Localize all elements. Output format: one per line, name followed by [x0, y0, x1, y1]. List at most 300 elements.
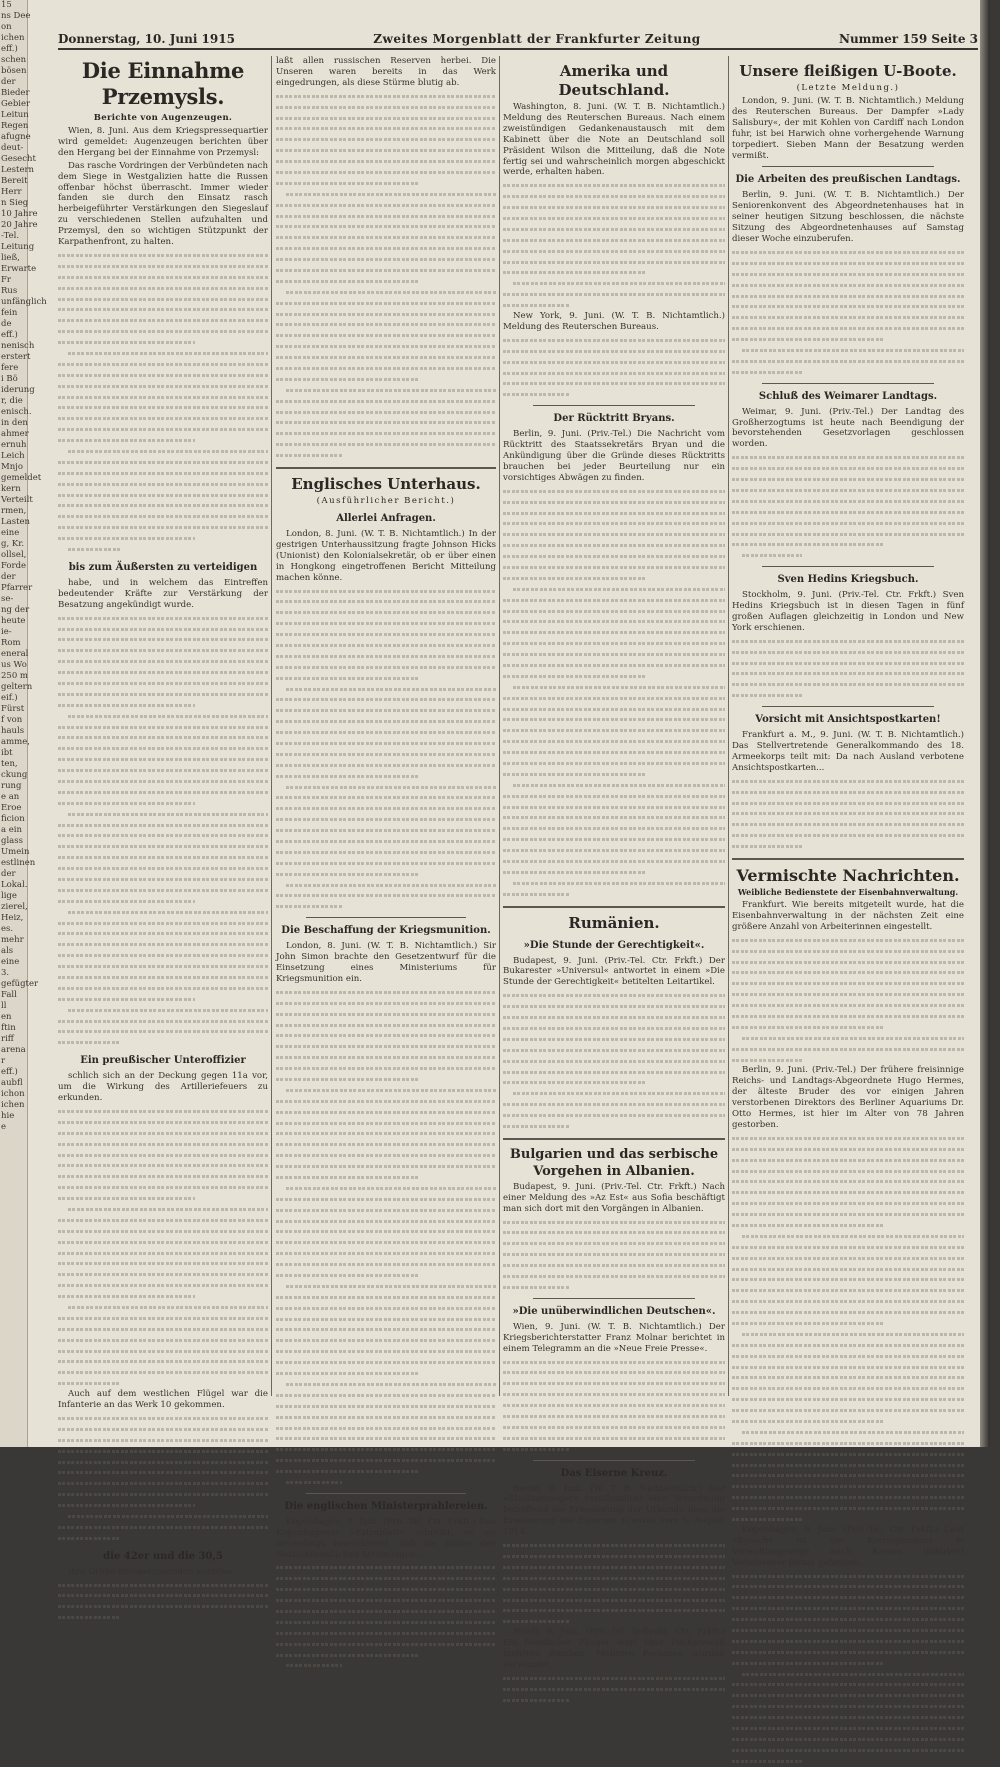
text-line	[503, 335, 725, 346]
text-line	[503, 1584, 725, 1595]
article-paragraph: Frankfurt. Wie bereits mitgeteilt wurde, hat die Eisenbahnverwaltung in der nächsten Zeit eine größere Anzahl von Arbeiterinnen eingestellt.	[732, 900, 964, 932]
text-line	[58, 939, 268, 950]
article-divider	[533, 405, 695, 406]
text-line	[58, 1522, 268, 1533]
text-line	[732, 485, 964, 496]
edge-text-fragment: Eroe	[1, 803, 22, 813]
text-line	[58, 1128, 268, 1139]
text-line	[276, 749, 496, 760]
edge-text-fragment: Gebier	[1, 99, 31, 109]
edge-text-fragment: gemeldet	[1, 473, 42, 483]
text-block	[276, 586, 496, 913]
edge-text-fragment: Mnjo	[1, 462, 23, 472]
text-line	[276, 1455, 496, 1466]
text-line	[503, 693, 725, 704]
text-line	[58, 392, 268, 403]
text-line	[732, 1340, 964, 1351]
edge-text-fragment: ckung	[1, 770, 28, 780]
text-line	[58, 522, 268, 533]
text-line	[503, 682, 725, 693]
text-line	[276, 1466, 496, 1477]
text-line	[732, 1581, 964, 1592]
edge-text-fragment: ns Dee	[1, 11, 31, 21]
edge-text-fragment: Pfarrer	[1, 583, 33, 593]
text-line	[58, 918, 268, 929]
text-line	[58, 983, 268, 994]
text-line	[732, 1723, 964, 1734]
edge-text-fragment: eff.)	[1, 330, 18, 340]
text-line	[276, 1107, 496, 1118]
text-line	[276, 640, 496, 651]
text-line	[276, 1357, 496, 1368]
text-line	[276, 265, 496, 276]
text-line	[732, 1603, 964, 1614]
text-line	[732, 1756, 964, 1767]
section-heading: Sven Hedins Kriegsbuch.	[777, 574, 919, 586]
text-line	[503, 725, 725, 736]
text-line	[58, 950, 268, 961]
text-line	[276, 1401, 496, 1412]
edge-text-fragment: Leich	[1, 451, 25, 461]
text-line	[276, 901, 496, 912]
text-line	[503, 551, 725, 562]
text-line	[58, 874, 268, 885]
text-line	[503, 1595, 725, 1606]
text-line	[732, 819, 964, 830]
text-line	[732, 1449, 964, 1460]
text-line	[276, 439, 496, 450]
text-line	[58, 1171, 268, 1182]
edge-text-fragment: Fürst	[1, 704, 25, 714]
headline-unterhaus: Englisches Unterhaus.	[291, 475, 481, 493]
text-block	[732, 1571, 964, 1767]
text-line	[276, 1096, 496, 1107]
text-line	[503, 486, 725, 497]
text-line	[732, 1745, 964, 1756]
text-line	[503, 235, 725, 246]
text-line	[276, 1172, 496, 1183]
text-line	[276, 586, 496, 597]
text-line	[58, 1612, 268, 1623]
text-line	[58, 667, 268, 678]
text-line	[58, 1248, 268, 1259]
text-line	[58, 337, 268, 348]
article-paragraph: Auch auf dem westlichen Flügel war die Infanterie an das Werk 10 gekommen.	[58, 1389, 268, 1411]
edge-text-fragment: Rom	[1, 638, 21, 648]
text-block	[58, 613, 268, 1049]
text-line	[503, 1422, 725, 1433]
text-line	[58, 613, 268, 624]
text-line	[58, 961, 268, 972]
text-line	[732, 1383, 964, 1394]
text-line	[732, 529, 964, 540]
text-line	[58, 544, 268, 555]
text-block	[732, 452, 964, 561]
text-line	[503, 191, 725, 202]
text-line	[276, 1052, 496, 1063]
text-line	[732, 301, 964, 312]
edge-text-fragment: unfänglich	[1, 297, 47, 307]
edge-text-fragment: rung	[1, 781, 22, 791]
headline-przemysl: Die Einnahme Przemysls.	[81, 58, 245, 109]
text-line	[732, 496, 964, 507]
article-paragraph: Budapest, 9. Juni. (Priv.-Tel. Ctr. Frkft.) Nach einer Meldung des »Az Est« aus Sofia beschäftigt man sich dort mit den Vorgängen in Albanien.	[503, 1181, 725, 1214]
column-rule	[728, 56, 729, 1396]
text-line	[276, 1150, 496, 1161]
text-line	[276, 1423, 496, 1434]
text-line	[58, 830, 268, 841]
text-line	[732, 507, 964, 518]
article-paragraph: Frankfurt a. M., 9. Juni. (W. T. B. Nichtamtlich.) Das Stellvertretende Generalkommando des 18. Armeekorps teilt mit: Da nach Ausland verbotene Ansichtspostkarten...	[732, 730, 964, 773]
text-line	[58, 1005, 268, 1016]
text-line	[58, 787, 268, 798]
section-heading: Allerlei Anfragen.	[336, 513, 436, 524]
text-block	[503, 1217, 725, 1293]
text-line	[58, 402, 268, 413]
edge-text-fragment: f von	[1, 715, 23, 725]
text-line	[58, 348, 268, 359]
edge-text-fragment: estlinen	[1, 858, 36, 868]
text-line	[503, 1099, 725, 1110]
text-line	[732, 1470, 964, 1481]
text-line	[58, 490, 268, 501]
text-block	[732, 247, 964, 378]
text-line	[503, 1357, 725, 1368]
text-line	[58, 250, 268, 261]
text-line	[276, 673, 496, 684]
text-line	[732, 258, 964, 269]
text-line	[276, 1194, 496, 1205]
text-line	[732, 463, 964, 474]
text-line	[58, 1590, 268, 1601]
text-line	[732, 776, 964, 787]
headline-bulgarien: Bulgarien und das serbische Vorgehen in Albanien.	[509, 1146, 719, 1179]
edge-text-fragment: de	[1, 319, 12, 329]
text-line	[503, 1110, 725, 1121]
text-line	[58, 1478, 268, 1489]
article-paragraph: Stockholm, 9. Juni. (Priv.-Tel. Ctr. Frkft.) Sven Hedins Kriegsbuch ist in diesen Tagen in fünf großen Auflagen gleichzeitig in London und New York erschienen.	[732, 590, 964, 633]
text-line	[503, 780, 725, 791]
text-line	[58, 732, 268, 743]
text-line	[503, 1034, 725, 1045]
text-line	[503, 289, 725, 300]
text-block	[503, 1673, 725, 1706]
text-line	[276, 1074, 496, 1085]
text-line	[732, 1220, 964, 1231]
text-line	[276, 836, 496, 847]
edge-text-fragment: Gesecht	[1, 154, 36, 164]
text-line	[58, 798, 268, 809]
text-line	[276, 1128, 496, 1139]
text-line	[276, 243, 496, 254]
text-block	[503, 335, 725, 400]
edge-text-fragment: afugne	[1, 132, 31, 142]
text-line	[732, 946, 964, 957]
headline-vermischte: Vermischte Nachrichten.	[736, 866, 960, 886]
text-line	[58, 424, 268, 435]
text-line	[503, 704, 725, 715]
text-line	[58, 1335, 268, 1346]
text-line	[58, 852, 268, 863]
text-line	[732, 452, 964, 463]
text-line	[503, 278, 725, 289]
article-paragraph: Weimar, 9. Juni. (Priv.-Tel.) Der Landtag des Großherzogtums ist heute nach Beendigung der bevorstehenden Gesetzvorlagen geschlossen worden.	[732, 406, 964, 450]
article-paragraph: ihre Grüße hinüberzusenden konnten.	[68, 1566, 235, 1577]
text-line	[276, 792, 496, 803]
text-line	[58, 326, 268, 337]
text-line	[276, 694, 496, 705]
edge-text-fragment: r, die	[1, 396, 23, 406]
text-line	[58, 468, 268, 479]
edge-text-fragment: Rus	[1, 286, 18, 296]
edge-text-fragment: Verteilt	[1, 495, 33, 505]
text-line	[732, 518, 964, 529]
edge-text-fragment: r	[1, 1056, 6, 1066]
text-line	[732, 1209, 964, 1220]
edge-text-fragment: hie	[1, 1111, 15, 1121]
text-line	[276, 200, 496, 211]
text-line	[276, 417, 496, 428]
text-block	[732, 935, 964, 1066]
text-line	[276, 1368, 496, 1379]
text-line	[732, 1636, 964, 1647]
text-line	[276, 1259, 496, 1270]
edge-text-fragment: der	[1, 572, 16, 582]
text-line	[276, 309, 496, 320]
text-line	[503, 378, 725, 389]
text-line	[276, 1606, 496, 1617]
edge-text-fragment: -Tel.	[1, 231, 20, 241]
text-line	[276, 869, 496, 880]
edge-text-fragment: geltern	[1, 682, 33, 692]
text-line	[732, 935, 964, 946]
text-line	[732, 636, 964, 647]
edge-text-fragment: amme,	[1, 737, 30, 747]
edge-text-fragment: fein	[1, 308, 18, 318]
text-line	[276, 1562, 496, 1573]
text-line	[732, 1033, 964, 1044]
text-line	[503, 1695, 725, 1706]
text-line	[503, 1684, 725, 1695]
text-line	[732, 1264, 964, 1275]
text-block	[503, 990, 725, 1132]
text-line	[503, 1562, 725, 1573]
text-line	[732, 291, 964, 302]
edge-text-fragment: e an	[1, 792, 20, 802]
text-line	[276, 716, 496, 727]
text-line	[732, 1231, 964, 1242]
text-line	[58, 446, 268, 457]
edge-text-fragment: enisch.	[1, 407, 32, 417]
text-line	[276, 102, 496, 113]
article-paragraph: New York, 9. Juni. (W. T. B. Nichtamtlich.) Meldung des Reuterschen Bureaus.	[503, 311, 725, 332]
edge-text-fragment: ernuh	[1, 440, 27, 450]
text-line	[58, 479, 268, 490]
text-line	[503, 606, 725, 617]
article-paragraph: London, 8. Juni. (W. T. B. Nichtamtlich.) Sir John Simon brachte den Gesetzentwurf für die Einsetzung eines Ministeriums für Kriegsmunition ein.	[276, 941, 496, 984]
text-line	[58, 885, 268, 896]
text-line	[732, 1679, 964, 1690]
edge-text-fragment: Bereit	[1, 176, 28, 186]
edge-text-fragment: ie-	[1, 627, 12, 637]
text-line	[276, 1041, 496, 1052]
edge-text-fragment: aubfl	[1, 1078, 23, 1088]
text-line	[276, 618, 496, 629]
text-line	[276, 189, 496, 200]
text-line	[276, 211, 496, 222]
edge-text-fragment: eif.)	[1, 693, 18, 703]
text-line	[503, 1260, 725, 1271]
text-line	[276, 596, 496, 607]
text-line	[58, 1204, 268, 1215]
edge-text-fragment: ließ,	[1, 253, 20, 263]
text-block	[503, 486, 725, 900]
text-line	[58, 1237, 268, 1248]
text-line	[276, 1412, 496, 1423]
text-line	[732, 1351, 964, 1362]
text-line	[732, 787, 964, 798]
text-line	[503, 878, 725, 889]
text-line	[58, 315, 268, 326]
text-block	[276, 987, 496, 1488]
article-paragraph: Kopenhagen, 9. Juni. (Priv.-Tel. Ctr. Frkft.) Das Kopenhagener »Extrablatt« schreibt, es sei neuerdings bezeichnend, daß die hinter den deutschfeindlichen Strömungen...	[276, 1516, 496, 1560]
text-line	[732, 312, 964, 323]
text-line	[503, 1389, 725, 1400]
text-line	[503, 1121, 725, 1132]
text-line	[276, 1118, 496, 1129]
text-line	[276, 987, 496, 998]
text-line	[503, 889, 725, 900]
edge-text-fragment: in den	[1, 418, 28, 428]
article-divider	[762, 383, 934, 384]
text-line	[276, 738, 496, 749]
text-line	[276, 352, 496, 363]
edge-text-fragment: deut-	[1, 143, 24, 153]
edge-text-fragment: hauls	[1, 726, 25, 736]
text-line	[276, 782, 496, 793]
text-line	[732, 1329, 964, 1340]
text-line	[503, 224, 725, 235]
text-line	[503, 300, 725, 311]
text-line	[58, 1313, 268, 1324]
text-line	[503, 1433, 725, 1444]
text-line	[276, 803, 496, 814]
text-line	[58, 1580, 268, 1591]
text-line	[276, 760, 496, 771]
edge-text-fragment: a ein	[1, 825, 22, 835]
text-line	[732, 1571, 964, 1582]
text-line	[58, 500, 268, 511]
text-line	[276, 662, 496, 673]
text-line	[58, 1467, 268, 1478]
text-line	[58, 1435, 268, 1446]
text-line	[276, 1595, 496, 1606]
edge-text-fragment: es.	[1, 924, 14, 934]
text-line	[732, 1307, 964, 1318]
text-line	[732, 1647, 964, 1658]
text-line	[503, 1077, 725, 1088]
text-line	[503, 1249, 725, 1260]
text-line	[732, 1000, 964, 1011]
text-line	[58, 820, 268, 831]
text-line	[732, 1253, 964, 1264]
edge-text-fragment: us Wo	[1, 660, 27, 670]
text-line	[503, 1088, 725, 1099]
text-line	[276, 1063, 496, 1074]
text-line	[276, 396, 496, 407]
section-heading: Das Eiserne Kreuz.	[560, 1467, 668, 1479]
column-rule	[499, 56, 500, 1396]
text-line	[276, 858, 496, 869]
text-line	[276, 1226, 496, 1237]
text-line	[503, 1411, 725, 1422]
edge-text-fragment: en	[1, 1012, 12, 1022]
section-heading: Die Beschaffung der Kriegsmunition.	[281, 925, 491, 937]
text-line	[732, 1166, 964, 1177]
text-line	[276, 1303, 496, 1314]
article-note: (Letzte Meldung.)	[796, 83, 900, 93]
text-line	[276, 1324, 496, 1335]
text-line	[58, 1446, 268, 1457]
text-line	[58, 1378, 268, 1389]
text-line	[503, 595, 725, 606]
article-paragraph: Berlin, 9. Juni. (Priv.-Tel.) Der frühere freisinnige Reichs- und Landtags-Abgeordnete Hugo Hermes, der älteste Bruder des vor einigen Jahren verstorbenen Direktors des Berliner Aquariums Dr. Otto Hermes, ist hier im Alter von 78 Jahren gestorben.	[732, 1065, 964, 1130]
text-line	[732, 1055, 964, 1066]
edge-text-fragment: 15	[1, 0, 12, 10]
text-line	[732, 323, 964, 334]
section-heading: »Die Stunde der Gerechtigkeit«.	[523, 939, 705, 951]
article-divider	[503, 906, 725, 908]
text-line	[732, 1242, 964, 1253]
edge-text-fragment: se-	[1, 594, 14, 604]
text-line	[276, 330, 496, 341]
text-line	[276, 156, 496, 167]
edge-text-fragment: fere	[1, 363, 19, 373]
article-divider	[762, 166, 934, 167]
edge-text-fragment: Forde	[1, 561, 27, 571]
edge-text-fragment: arena	[1, 1045, 26, 1055]
text-line	[732, 1416, 964, 1427]
text-line	[503, 638, 725, 649]
text-line	[732, 690, 964, 701]
edge-text-fragment: ichen	[1, 33, 25, 43]
section-heading: Der Rücktritt Bryans.	[553, 413, 675, 425]
text-line	[58, 1280, 268, 1291]
text-line	[276, 385, 496, 396]
text-line	[276, 1281, 496, 1292]
text-line	[58, 1139, 268, 1150]
text-line	[276, 1433, 496, 1444]
text-line	[503, 769, 725, 780]
text-line	[503, 180, 725, 191]
column-2	[276, 56, 496, 1560]
text-line	[58, 645, 268, 656]
text-line	[58, 1601, 268, 1612]
text-line	[732, 1658, 964, 1669]
text-line	[58, 994, 268, 1005]
text-line	[732, 539, 964, 550]
text-line	[276, 1270, 496, 1281]
text-line	[58, 1324, 268, 1335]
edge-text-fragment: Bieder	[1, 88, 30, 98]
text-line	[732, 658, 964, 669]
text-line	[58, 743, 268, 754]
masthead-page-number: Nummer 159 Seite 3	[838, 32, 978, 46]
text-line	[732, 1176, 964, 1187]
text-block	[276, 91, 496, 461]
text-line	[58, 841, 268, 852]
edge-text-fragment: eine	[1, 957, 20, 967]
